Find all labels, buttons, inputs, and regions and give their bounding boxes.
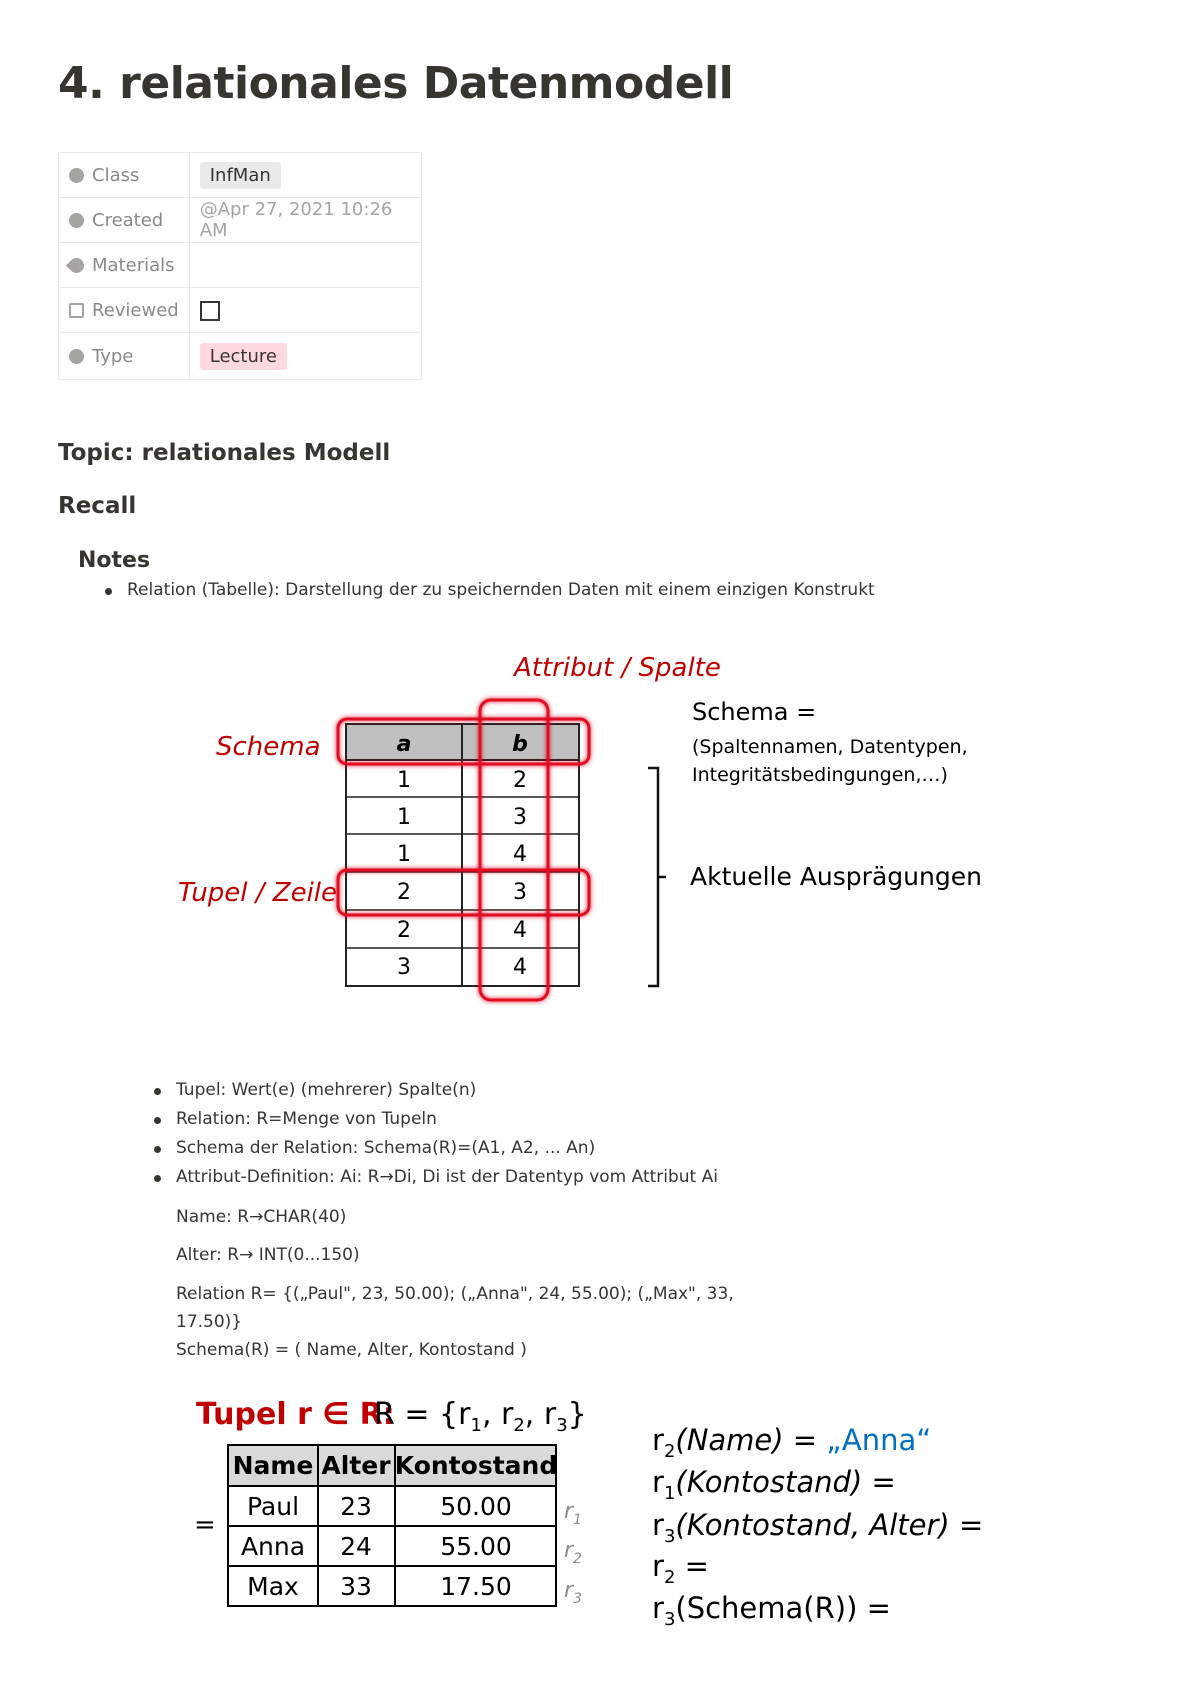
topic-heading: Topic: relationales Modell (58, 440, 391, 466)
attribut-label: Attribut / Spalte (514, 653, 721, 683)
header-a: a (396, 732, 412, 757)
expression-3: $r_3(Kontostand$, Alter) = (652, 1508, 984, 1547)
schema-line: Schema(R) = ( Name, Alter, Kontostand ) (176, 1340, 527, 1360)
aktuelle-label: Aktuelle Ausprägungen (690, 862, 982, 891)
cell: 1 (397, 768, 411, 793)
schema-eq: Schema = (692, 698, 817, 726)
name-definition: Name: R→CHAR(40) (176, 1207, 347, 1227)
bullet-dot (154, 1088, 161, 1095)
property-key: Materials (59, 243, 190, 288)
cell: 55.00 (440, 1532, 512, 1561)
cell: 2 (397, 880, 411, 905)
property-row-materials (59, 243, 422, 288)
tupel-label: Tupel / Zeile (178, 878, 338, 908)
equals-sign: = (194, 1510, 216, 1540)
cell: 17.50 (440, 1572, 512, 1601)
type-tag[interactable]: Lecture (200, 343, 287, 370)
bullet-dot (154, 1117, 161, 1124)
property-value[interactable] (189, 333, 421, 380)
cell: 3 (513, 880, 527, 905)
property-key: Type (59, 333, 190, 380)
notes-heading: Notes (78, 548, 151, 573)
header-kontostand: Kontostand (394, 1451, 558, 1480)
list-item: Tupel: Wert(e) (mehrerer) Spalte(n) (176, 1080, 476, 1100)
created-date[interactable]: @Apr 27, 2021 10:26 AM (199, 199, 393, 241)
relation-diagram (160, 640, 1000, 1010)
list-item: Relation (Tabelle): Darstellung der zu speichernden Daten mit einem einzigen Konstrukt (127, 580, 875, 600)
property-value[interactable] (189, 288, 421, 333)
cell: 4 (513, 918, 527, 943)
cell: 50.00 (440, 1492, 512, 1521)
checkbox-icon (69, 303, 84, 318)
property-row-created (59, 198, 422, 243)
property-key: Reviewed (59, 288, 190, 333)
header-alter: Alter (321, 1451, 391, 1480)
schema-desc-2: Integritätsbedingungen,…) (692, 764, 948, 786)
page-title: 4. relationales Datenmodell (58, 58, 734, 109)
cell: 33 (340, 1572, 372, 1601)
schema-label: Schema (216, 732, 321, 762)
header-name: Name (232, 1451, 314, 1480)
tuple-diagram (180, 1390, 1000, 1630)
property-value[interactable] (189, 153, 421, 198)
cell: 1 (397, 842, 411, 867)
cell: 2 (513, 768, 527, 793)
bullet-dot (105, 588, 112, 595)
header-b: b (512, 732, 528, 757)
clock-icon (69, 213, 84, 228)
property-value[interactable] (189, 198, 421, 243)
row-label-r3: $r_3$ (564, 1578, 582, 1607)
property-key: Class (59, 153, 190, 198)
bullet-dot (154, 1175, 161, 1182)
list-item: Relation: R=Menge von Tupeln (176, 1109, 437, 1129)
alter-definition: Alter: R→ INT(0...150) (176, 1245, 360, 1265)
cell: 3 (397, 955, 411, 980)
property-row-type (59, 333, 422, 380)
expression-2: $r_1(Kontostand)$ = (652, 1465, 896, 1504)
tuple-highlight (338, 870, 589, 915)
relation-line-1: Relation R= {(„Paul", 23, 50.00); („Anna", 24, 55.00); („Max", 33, (176, 1284, 734, 1304)
relation-line-2: 17.50)} (176, 1312, 243, 1332)
tuple-heading-set: $R = \{r_1$, $r_2$, $r_3$} (374, 1397, 587, 1436)
cell: 23 (340, 1492, 372, 1521)
bullet-dot (154, 1146, 161, 1153)
recall-heading: Recall (58, 493, 137, 519)
row-label-r2: $r_2$ (564, 1538, 582, 1567)
cell: 24 (340, 1532, 372, 1561)
expression-1: $r_2(Name)$ = „Anna“ (652, 1423, 932, 1462)
cell: 3 (513, 805, 527, 830)
cell: Anna (240, 1532, 306, 1561)
class-tag[interactable]: InfMan (200, 162, 281, 189)
property-value[interactable] (189, 243, 421, 288)
cell: 1 (397, 805, 411, 830)
row-label-r1: $r_1$ (564, 1499, 582, 1528)
reviewed-checkbox[interactable] (200, 301, 220, 321)
list-item: Attribut-Definition: Ai: R→Di, Di ist der Datentyp vom Attribut Ai (176, 1167, 718, 1187)
cell: Max (247, 1572, 299, 1601)
expression-4: $r_2$ = (652, 1549, 709, 1588)
paperclip-icon (66, 254, 87, 275)
brace (648, 768, 666, 986)
cell: 2 (397, 918, 411, 943)
cell: 4 (513, 955, 527, 980)
property-row-reviewed (59, 288, 422, 333)
cell: Paul (246, 1492, 300, 1521)
cell: 4 (513, 842, 527, 867)
property-row-class (59, 153, 422, 198)
property-key: Created (59, 198, 190, 243)
expression-5: $r_3(Schema(R))$ = (652, 1591, 891, 1630)
list-item: Schema der Relation: Schema(R)=(A1, A2, ... An) (176, 1138, 595, 1158)
tuple-heading-red: Tupel r ∈ R: (196, 1397, 395, 1432)
circle-icon (69, 168, 84, 183)
schema-desc-1: (Spaltennamen, Datentypen, (692, 736, 968, 758)
properties-table (58, 152, 422, 380)
circle-icon (69, 349, 84, 364)
